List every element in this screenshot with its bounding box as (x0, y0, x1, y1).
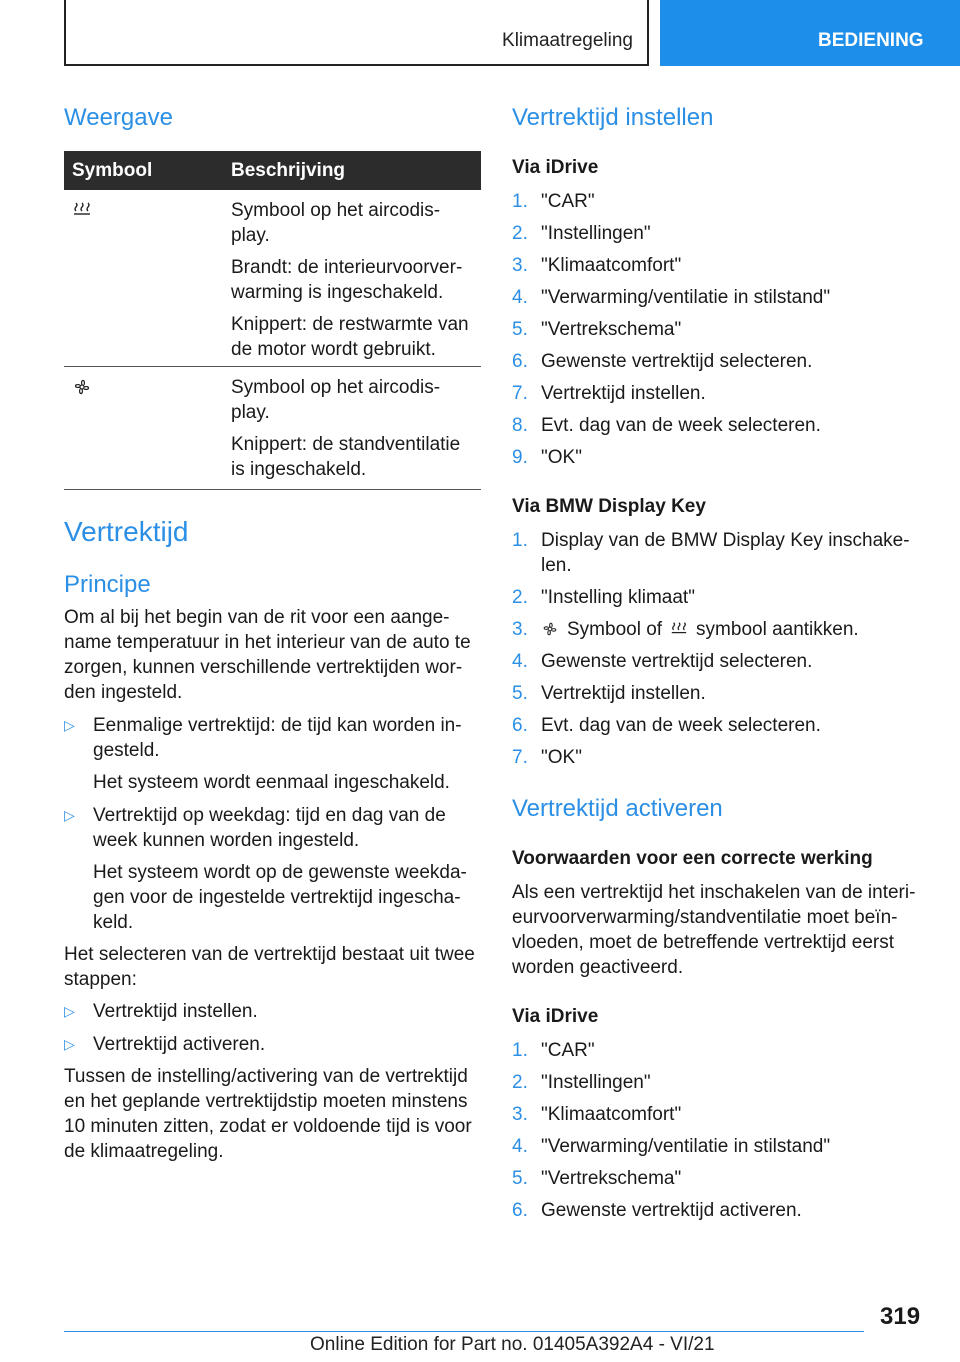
triangle-bullet-icon: ▷ (64, 1003, 75, 1019)
triangle-bullet-icon: ▷ (64, 1036, 75, 1052)
list-item: 2. "Instelling klimaat" (512, 587, 695, 608)
header-section-box (64, 0, 649, 66)
list-item: 2. "Instellingen" (512, 223, 651, 244)
bullet-subtext: Het systeem wordt op de gewenste weekda- gen voor de ingestelde vertrektijd ingescha- keld. (93, 862, 467, 933)
header-section-title: Klimaatregeling (502, 30, 633, 51)
list-item: 9. "OK" (512, 447, 582, 468)
vertrektijd-heading: Vertrektijd (64, 516, 189, 547)
fan-icon (541, 620, 559, 638)
list-item: 3. "Klimaatcomfort" (512, 1104, 682, 1125)
description-line: Knippert: de restwarmte van de motor wordt gebruikt. (231, 314, 469, 360)
list-item: 4. "Verwarming/ventilatie in stilstand" (512, 1136, 831, 1157)
description-line: Knippert: de standventilatie is ingeschakeld. (231, 434, 461, 480)
list-item: 8. Evt. dag van de week selecteren. (512, 415, 821, 436)
list-item: 4. "Verwarming/ventilatie in stilstand" (512, 287, 831, 308)
idrive-steps-list (512, 189, 924, 477)
list-item: 6. Gewenste vertrektijd activeren. (512, 1200, 802, 1221)
page-number: 319 (880, 1303, 921, 1330)
header-chapter-box (660, 0, 960, 66)
table-row (64, 190, 481, 367)
activeren-steps-list (512, 1038, 924, 1230)
list-item: 1. "CAR" (512, 1040, 595, 1061)
table-row (64, 367, 481, 490)
list-item: 6. Evt. dag van de week selecteren. (512, 715, 821, 736)
list-item: 5. Vertrektijd instellen. (512, 683, 706, 704)
list-item: 1. Display van de BMW Display Key inschake- len. (512, 530, 910, 576)
bullet-text: Eenmalige vertrektijd: de tijd kan worden in- gesteld. (93, 715, 462, 761)
list-item: 5. "Vertrekschema" (512, 319, 682, 340)
table-header-beschrijving: Beschrijving (231, 160, 346, 181)
display-key-steps-list (512, 528, 924, 777)
dk-step3-text-a: Symbool of (567, 619, 663, 640)
description-line: Symbool op het aircodis- play. (231, 377, 441, 423)
header-chapter-title: BEDIENING (818, 30, 924, 51)
table-header-symbool: Symbool (72, 160, 153, 181)
footer-edition: Online Edition for Part no. 01405A392A4 - VI/21 (310, 1334, 715, 1355)
dk-step3-text-b: symbool aantikken. (696, 619, 859, 640)
activeren-idrive-label: Via iDrive (512, 1006, 599, 1027)
list-item: 7. Vertrektijd instellen. (512, 383, 706, 404)
conditions-text: Als een vertrektijd het inschakelen van de interi- eurvoorverwarming/standventilatie moet beïn- vloeden, moet de betreffende vertrektijd eerst worden geactiveerd. (512, 882, 916, 978)
list-item (64, 999, 484, 1024)
heating-waves-icon (670, 620, 688, 638)
conditions-label: Voorwaarden voor een correcte werking (512, 848, 873, 869)
idrive-label: Via iDrive (512, 157, 599, 178)
principe-heading: Principe (64, 571, 151, 598)
list-item: 4. Gewenste vertrektijd selecteren. (512, 651, 813, 672)
list-item: 3. Symbool of symbool aantikken. (512, 619, 859, 640)
triangle-bullet-icon: ▷ (64, 807, 75, 823)
list-item: 7. "OK" (512, 747, 582, 768)
bullet-text: Vertrektijd activeren. (93, 1034, 266, 1055)
list-item (64, 713, 484, 795)
bullet-text: Vertrektijd op weekdag: tijd en dag van de week kunnen worden ingesteld. (93, 805, 446, 851)
table-row-description (231, 367, 481, 492)
description-line: Symbool op het aircodis- play. (231, 200, 441, 246)
instellen-heading: Vertrektijd instellen (512, 104, 714, 131)
table-header (64, 151, 481, 190)
list-item: 3. "Klimaatcomfort" (512, 255, 682, 276)
list-item (64, 803, 484, 935)
list-item (64, 1032, 484, 1057)
bullet-subtext: Het systeem wordt eenmaal ingeschakeld. (93, 772, 450, 793)
fan-icon (72, 377, 92, 397)
list-item: 5. "Vertrekschema" (512, 1168, 682, 1189)
weergave-heading: Weergave (64, 104, 173, 131)
list-item: 2. "Instellingen" (512, 1072, 651, 1093)
principe-intro: Om al bij het begin van de rit voor een aange- name temperatuur in het interieur van de auto te zorgen, kunnen verschillende vertrektijden wor- den ingesteld. (64, 607, 471, 703)
footer-divider (64, 1331, 864, 1332)
display-key-label: Via BMW Display Key (512, 496, 706, 517)
closing-text: Tussen de instelling/activering van de vertrektijd en het geplande vertrektijdstip moeten minstens 10 minuten zitten, zodat er voldoende tijd is voor de klimaatregeling. (64, 1066, 472, 1162)
list-item: 6. Gewenste vertrektijd selecteren. (512, 351, 813, 372)
selection-text: Het selecteren van de vertrektijd bestaat uit twee stappen: (64, 944, 475, 990)
heating-waves-icon (72, 200, 92, 220)
list-item: 1. "CAR" (512, 191, 595, 212)
symbol-table (64, 151, 481, 490)
activeren-heading: Vertrektijd activeren (512, 795, 723, 822)
description-line: Brandt: de interieurvoorver- warming is ingeschakeld. (231, 257, 463, 303)
table-row-description (231, 190, 481, 372)
triangle-bullet-icon: ▷ (64, 717, 75, 733)
bullet-text: Vertrektijd instellen. (93, 1001, 258, 1022)
